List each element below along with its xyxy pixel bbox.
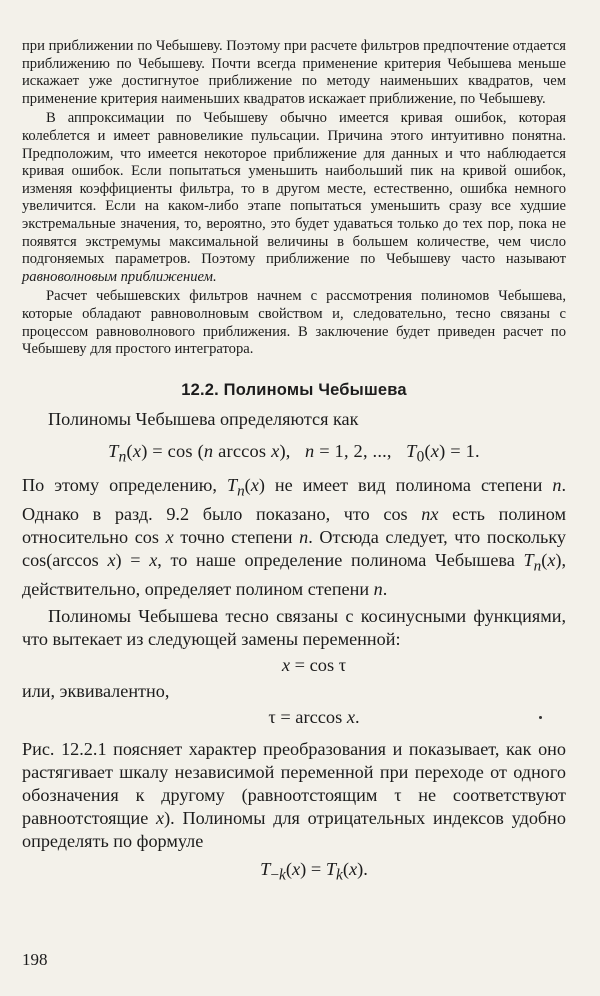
- page-number: 198: [22, 950, 48, 969]
- paragraph-2-text: В аппроксимации по Чебышеву обычно имеется кривая ошибок, которая колеблется и имеет равновеликие пульсации. Причина этого интуитивно понятна. Предположим, что имеется некоторое приближение для данных и что наблюдается кривая ошибок. Если попытаться уменьшить наибольший пик на кривой ошибок, изменяя коэффициенты фильтра, то в другом месте, естественно, ошибка немного увеличится. Если на каком-либо этапе попытаться уменьшить сразу все худшие экстремальные значения, то, вероятно, это будет удаваться только до тех пор, пока не появятся экстремумы максимальной величины в большем количестве, чем число подгоняемых параметров. Поэтому приближение по Чебышеву часто называют: [22, 110, 566, 268]
- equation-chebyshev-definition: [22, 441, 566, 467]
- italic-term: равноволновым приближением.: [22, 268, 217, 285]
- intro-line: Полиномы Чебышева определяются как: [48, 408, 359, 429]
- equation-substitution: x = cos τ: [281, 654, 347, 675]
- print-speck: [539, 716, 542, 719]
- equation-1-text: $T_n(x) = \cos (n$ arccos x), n = 1, 2, ..., $T_0(x) = 1$.: [108, 440, 480, 466]
- paragraph-definition: По этому определению, $T_n(x)$ не имеет вид полинома степени n. Однако в разд. 9.2 было показано, что cos nx есть полином относительно cos x точно степени n. Отсюда следует, что поскольку cos(arccos x) = x, то наше определение полинома Чебышева $T_n(x)$, действительно, определяет полином степени n.: [22, 475, 566, 599]
- section-heading: 12.2. Полиномы Чебышева: [181, 380, 407, 399]
- equation-inverse: τ = arccos x.: [268, 706, 360, 727]
- paragraph-2: [22, 110, 566, 286]
- equivalently-line: или, эквивалентно,: [22, 680, 170, 701]
- paragraph-3: Расчет чебышевских фильтров начнем с рассмотрения полиномов Чебышева, которые обладают равноволновым свойством и, следовательно, тесно связаны с процессом равноволнового приближения. В заключение будет приведен расчет по Чебышеву для простого интегратора.: [22, 288, 566, 358]
- paragraph-cos: Полиномы Чебышева тесно связаны с косинусными функциями, что вытекает из следующей замены переменной:: [22, 605, 566, 649]
- paragraph-figure: Рис. 12.2.1 поясняет характер преобразования и показывает, как оно растягивает шкалу независимой переменной при переходе от одного обозначения к другому (равноотстоящим τ не соответствуют равноотстоящие x). Полиномы для отрицательных индексов удобно определять по формуле: [22, 738, 567, 851]
- equation-negative-index: $T_{-k}(x) = T_k(x)$.: [260, 858, 368, 884]
- paragraph-1: при приближении по Чебышеву. Поэтому при расчете фильтров предпочтение отдается приближению по Чебышеву. Почти всегда применение критерия Чебышева меньше искажает уже достигнутое приближение по методу наименьших квадратов, чем применение критерия наименьших квадратов искажает приближение, по Чебышеву.: [22, 38, 567, 107]
